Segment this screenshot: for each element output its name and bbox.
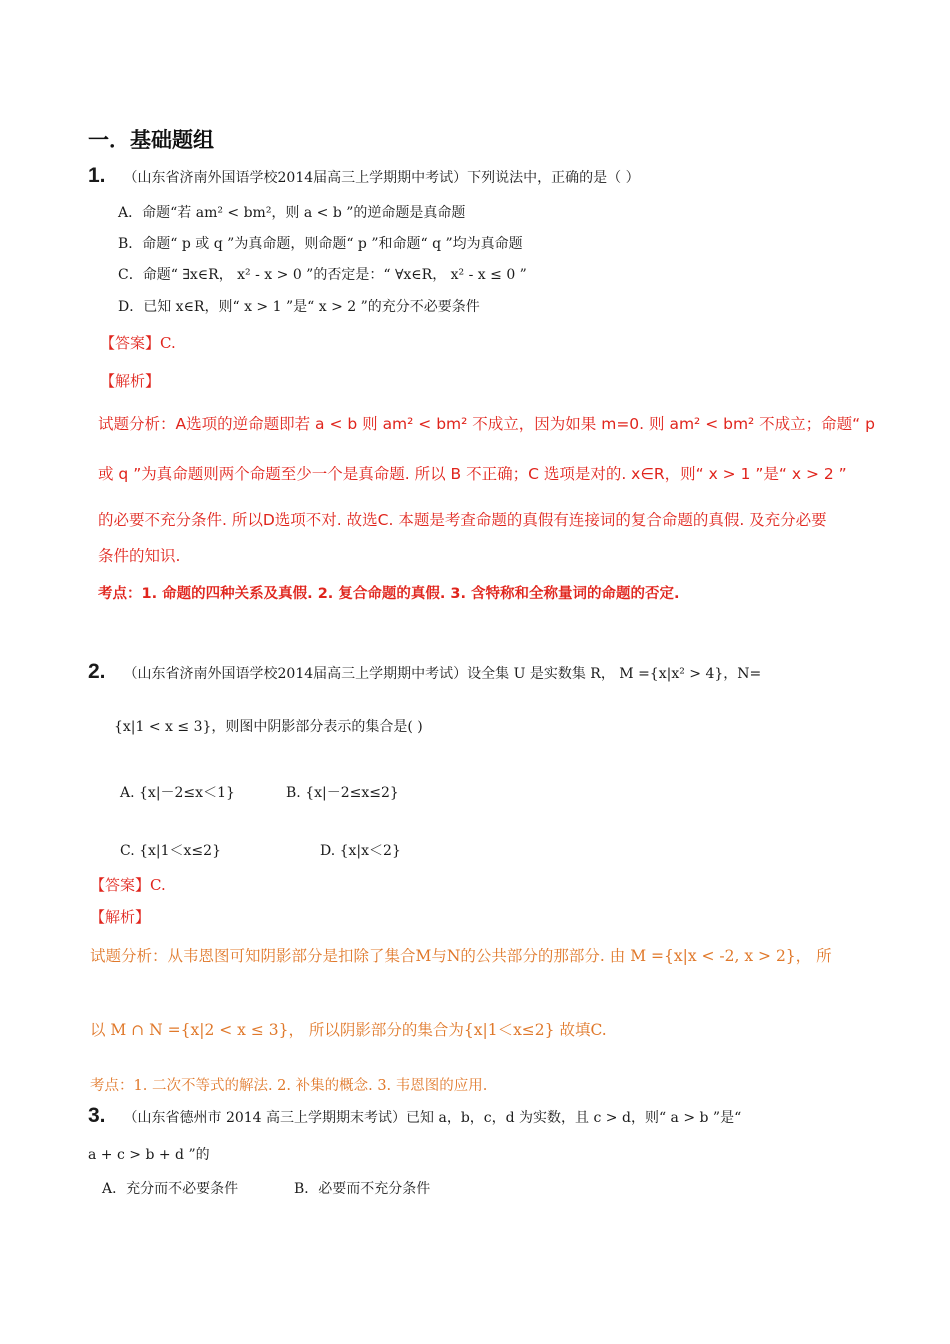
q1-kaodian: 考点：1. 命题的四种关系及真假. 2. 复合命题的真假. 3. 含特称和全称量词的命题的否定. (98, 586, 680, 602)
q1-analysis-line-4: 条件的知识. (98, 547, 181, 565)
q2-analysis-line-1: 试题分析：从韦恩图可知阴影部分是扣除了集合M与N的公共部分的那部分. 由 M ={x|x < -2, x > 2}， 所 (90, 947, 832, 965)
question-3-header (88, 1104, 741, 1128)
q1-analysis-line-2: 或 q ”为真命题则两个命题至少一个是真命题. 所以 B 不正确；C 选项是对的. x∈R，则“ x > 1 ”是“ x > 2 ” (98, 465, 847, 483)
question-1-stem: （山东省济南外国语学校2014届高三上学期期中考试）下列说法中，正确的是（ ） (123, 170, 640, 186)
q1-option-c: C．命题“ ∃x∈R， x² - x > 0 ”的否定是：“ ∀x∈R， x² - x ≤ 0 ” (118, 267, 527, 283)
q1-option-d: D．已知 x∈R，则“ x > 1 ”是“ x > 2 ”的充分不必要条件 (118, 299, 480, 315)
question-2-number: 2. (88, 660, 106, 683)
section-title: 一．基础题组 (88, 128, 214, 152)
q1-option-b: B．命题“ p 或 q ”为真命题，则命题“ p ”和命题“ q ”均为真命题 (118, 236, 523, 252)
q2-option-a: A. {x|－2≤x＜1} (120, 785, 235, 801)
q2-answer: 【答案】C. (90, 876, 166, 894)
q2-option-c: C. {x|1＜x≤2} (120, 843, 221, 859)
question-1-number: 1. (88, 164, 106, 187)
question-2-stem-line-1: （山东省济南外国语学校2014届高三上学期期中考试）设全集 U 是实数集 R， M ={x|x² > 4}，N= (123, 666, 762, 682)
q1-option-a: A．命题“若 am² < bm²，则 a < b ”的逆命题是真命题 (118, 205, 466, 221)
q2-analysis-label: 【解析】 (90, 908, 151, 926)
question-2-header (88, 660, 761, 684)
q2-kaodian: 考点：1. 二次不等式的解法. 2. 补集的概念. 3. 韦恩图的应用. (90, 1078, 488, 1094)
question-2-stem-line-2: {x|1 < x ≤ 3}，则图中阴影部分表示的集合是( ) (114, 719, 423, 735)
q3-option-a: A．充分而不必要条件 (102, 1181, 239, 1197)
question-3-stem-line-2: a + c > b + d ”的 (88, 1147, 210, 1163)
q2-option-d: D. {x|x＜2} (320, 843, 401, 859)
question-3-stem-line-1: （山东省德州市 2014 高三上学期期末考试）已知 a，b，c，d 为实数，且 c > d，则“ a > b ”是“ (123, 1110, 742, 1126)
question-1-header (88, 164, 640, 188)
question-3-number: 3. (88, 1104, 106, 1127)
q3-option-b: B．必要而不充分条件 (294, 1181, 431, 1197)
q1-analysis-line-3: 的必要不充分条件. 所以D选项不对. 故选C. 本题是考查命题的真假有连接词的复合命题的真假. 及充分必要 (98, 511, 827, 529)
q1-analysis-line-1: 试题分析：A选项的逆命题即若 a < b 则 am² < bm² 不成立，因为如果 m=0. 则 am² < bm² 不成立；命题“ p (98, 415, 875, 433)
q2-option-b: B. {x|－2≤x≤2} (286, 785, 399, 801)
q1-analysis-label: 【解析】 (100, 372, 161, 390)
q2-analysis-line-2: 以 M ∩ N ={x|2 < x ≤ 3}， 所以阴影部分的集合为{x|1＜x≤2} 故填C. (90, 1021, 607, 1039)
q1-answer: 【答案】C. (100, 334, 176, 352)
